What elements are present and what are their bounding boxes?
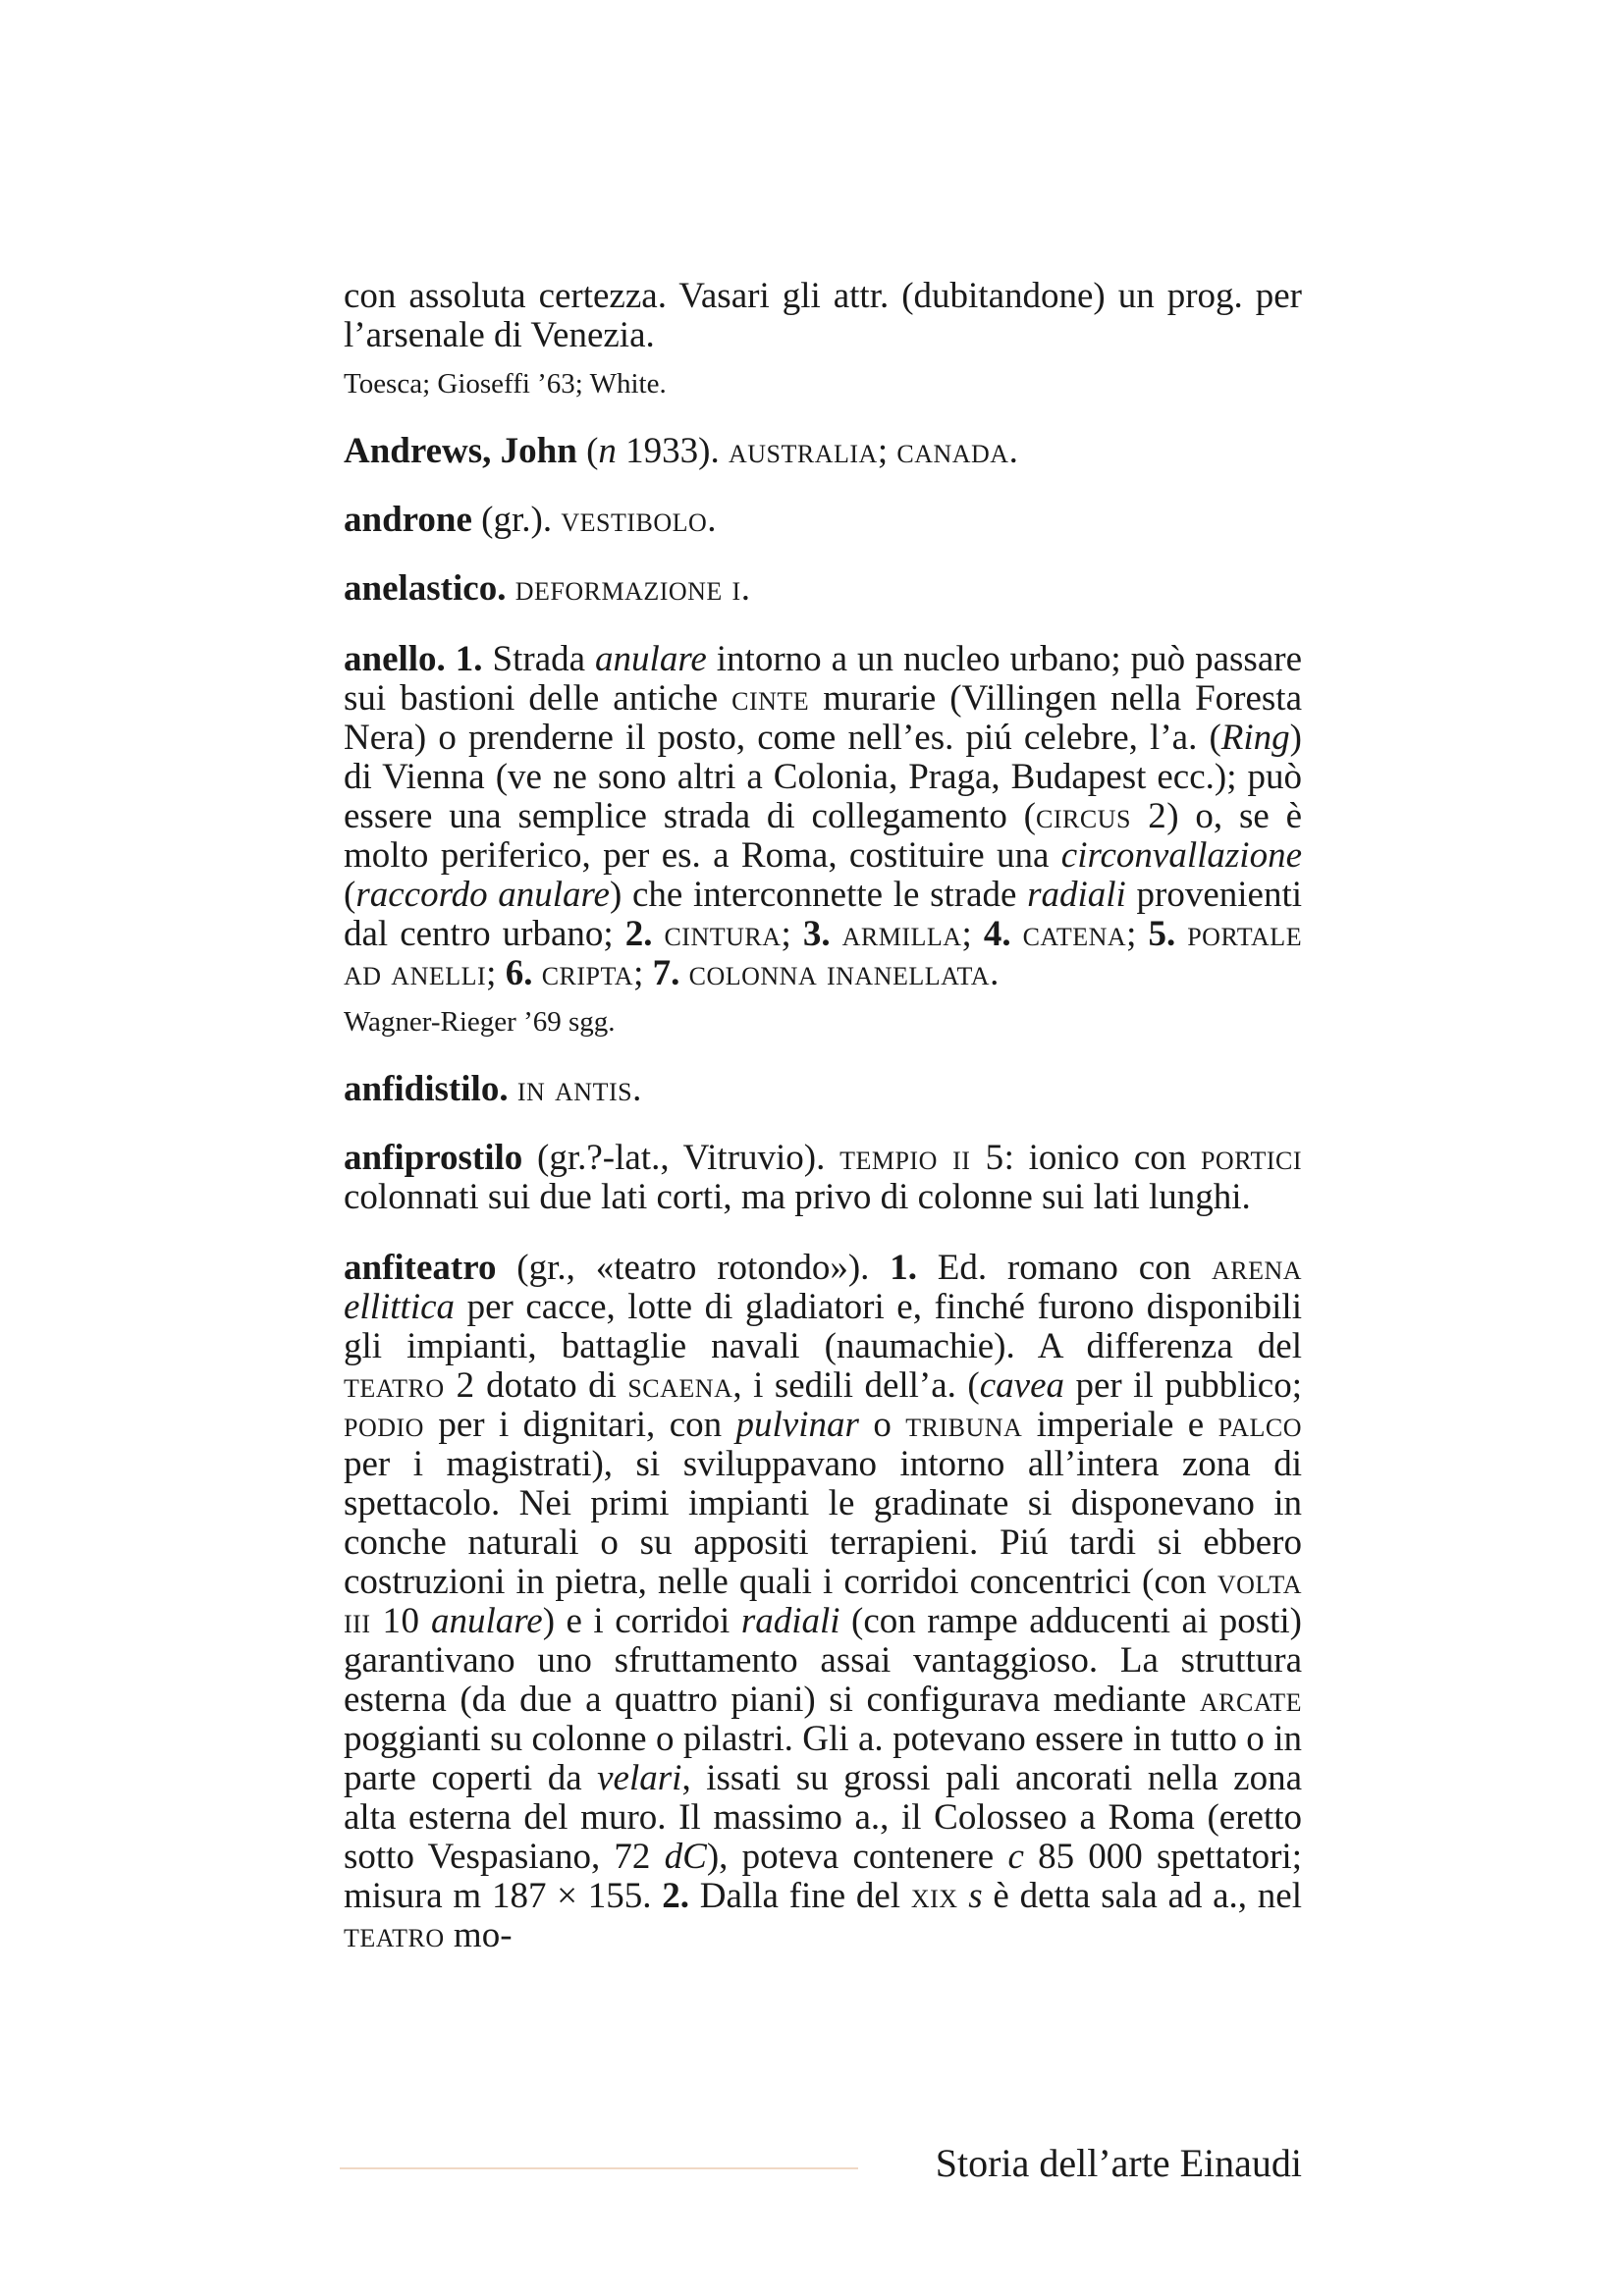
cross-reference: teatro 2: [344, 1365, 475, 1406]
lemma-anelastico: anelastico.: [344, 568, 507, 609]
entry-anfidistilo: [344, 1070, 1302, 1109]
cross-reference: in antis: [516, 1069, 633, 1109]
italic: n: [598, 431, 617, 471]
text: .: [740, 568, 750, 609]
footer-rule: [340, 2167, 858, 2169]
text: (gr.).: [471, 500, 562, 540]
text: [831, 914, 842, 954]
text: per cacce, lotte di gladiatori e, finché furono disponibili gli impianti, battaglie navali (naumachie). A differenza del: [344, 1287, 1302, 1366]
cross-reference: circus 2: [1035, 796, 1167, 836]
italic: velari: [597, 1758, 682, 1798]
cross-reference: arcate: [1199, 1680, 1302, 1720]
text: .: [990, 953, 1000, 993]
italic: s: [968, 1876, 983, 1916]
entry-androne: [344, 501, 1302, 540]
text: ) e i corridoi: [542, 1601, 741, 1641]
text: per il pubblico;: [1064, 1365, 1302, 1406]
text: ;: [961, 914, 984, 954]
cross-reference: australia: [728, 431, 878, 471]
text: .: [1008, 431, 1018, 471]
sense-number: 2.: [624, 914, 653, 954]
cross-reference: cinte: [731, 678, 810, 719]
text: Ed. romano con: [916, 1248, 1212, 1288]
text: (: [344, 875, 356, 915]
text: intorno a un nucleo urbano; può passare sui bastioni delle antiche: [344, 639, 1302, 719]
cross-reference: palco: [1217, 1405, 1302, 1445]
lemma-androne: androne: [344, 500, 472, 540]
cross-reference: portale ad anelli: [344, 914, 1303, 993]
cross-reference: vestibolo: [561, 500, 708, 540]
lemma-andrews: Andrews, John: [344, 431, 577, 471]
text: murarie (Villingen nella Foresta Nera) o prenderne il posto, come nell’es. piú celebre, l’a. (: [344, 678, 1302, 758]
text: [1175, 914, 1187, 954]
sense-number: 1.: [890, 1248, 917, 1288]
italic: cavea: [979, 1365, 1064, 1406]
text: Strada: [482, 639, 596, 679]
text: (gr.?-lat., Vitruvio).: [522, 1138, 840, 1178]
italic: Ring: [1220, 718, 1290, 758]
entry-anfiprostilo: [344, 1139, 1302, 1217]
cross-reference: tribuna: [905, 1405, 1023, 1445]
text: [419, 1601, 431, 1641]
sense-number: 5.: [1148, 914, 1176, 954]
text: poggianti su colonne o pilastri. Gli a. potevano essere in tutto o in parte coperti da: [344, 1719, 1302, 1798]
cross-reference: portici: [1200, 1138, 1303, 1178]
text: : ionico con: [1003, 1138, 1201, 1178]
text: .: [632, 1069, 642, 1109]
entry-continuation: [344, 277, 1302, 400]
cross-reference: volta iii 10: [344, 1562, 1302, 1641]
text: per i magistrati), si sviluppavano intorno all’intera zona di spettacolo. Nei primi impianti le gradinate si disponevano in conche naturali o su appositi terrapieni. Piú tardi si ebbero costruzioni in pietra, nelle quali i corridoi concentrici (con: [344, 1444, 1302, 1602]
text: ;: [877, 431, 897, 471]
sense-number: 7.: [652, 953, 680, 993]
text: (: [576, 431, 599, 471]
text: ) di Vienna (ve ne sono altri a Colonia, Praga, Budapest ecc.); può essere una semplice strada di collegamento (: [344, 718, 1302, 836]
sense-number: 3.: [802, 914, 831, 954]
italic: radiali: [1027, 875, 1126, 915]
lemma-anello: anello.: [344, 639, 446, 679]
sense-number: 4.: [983, 914, 1011, 954]
continuation-references: Toesca; Gioseffi ’63; White.: [344, 368, 667, 400]
lemma-anfiteatro: anfiteatro: [344, 1248, 497, 1288]
text: ), poteva contenere: [706, 1837, 1008, 1877]
text: ) che interconnette le strade: [609, 875, 1028, 915]
text: imperiale e: [1022, 1405, 1218, 1445]
text: [679, 953, 688, 993]
text: 1933).: [616, 431, 729, 471]
text: (con rampe adducenti ai posti) garantivano uno sfruttamento assai vantaggioso. La struttura esterna (da due a quattro piani) si configurava mediante: [344, 1601, 1303, 1720]
cross-reference: cripta: [541, 953, 634, 993]
cross-reference: scaena: [627, 1365, 733, 1406]
cross-reference: catena: [1022, 914, 1127, 954]
footer-title: Storia dell’arte Einaudi: [935, 2141, 1302, 2185]
cross-reference: armilla: [841, 914, 962, 954]
cross-reference: tempio ii 5: [839, 1138, 1004, 1178]
text: (gr., «teatro rotondo»).: [496, 1248, 891, 1288]
text: [958, 1876, 969, 1916]
italic: radiali: [740, 1601, 840, 1641]
italic: pulvinar: [735, 1405, 859, 1445]
text: ;: [486, 953, 506, 993]
text: [506, 568, 514, 609]
text: o: [858, 1405, 906, 1445]
text: [509, 1069, 517, 1109]
italic: dC: [664, 1837, 707, 1877]
italic: circonvallazione: [1060, 835, 1302, 876]
text: Dalla fine del: [689, 1876, 911, 1916]
sense-number: 2.: [662, 1876, 690, 1916]
anello-references: Wagner-Rieger ’69 sgg.: [344, 1006, 616, 1038]
cross-reference: cintura: [664, 914, 782, 954]
entry-anfiteatro: [344, 1249, 1302, 1955]
sense-number: 1.: [445, 639, 483, 679]
cross-reference: colonna inanellata: [688, 953, 991, 993]
text: provenienti dal centro urbano;: [344, 875, 1303, 954]
text: per i dignitari, con: [423, 1405, 736, 1445]
text: ;: [781, 914, 803, 954]
text: [652, 914, 664, 954]
text: è detta sala ad a., nel: [982, 1876, 1302, 1916]
entry-anelastico: [344, 569, 1302, 609]
italic: c: [1007, 1837, 1024, 1877]
text: 85 000 spettatori; misura m 187 × 155.: [344, 1837, 1302, 1916]
text-column: [344, 277, 1302, 1955]
italic: anulare: [430, 1601, 543, 1641]
italic: anulare: [595, 639, 707, 679]
entry-andrews: [344, 432, 1302, 471]
lemma-anfidistilo: anfidistilo.: [344, 1069, 509, 1109]
continuation-text: con assoluta certezza. Vasari gli attr. (dubitandone) un prog. per l’arsenale di Venezia.: [344, 276, 1302, 355]
cross-reference: xix: [910, 1876, 958, 1916]
text: colonnati sui due lati corti, ma privo di colonne sui lati lunghi.: [344, 1177, 1251, 1217]
cross-reference: arena: [1211, 1248, 1303, 1288]
text: , issati su grossi pali ancorati nella zona alta esterna del muro. Il massimo a., il Colosseo a Roma (eretto sotto Vespasiano, 72: [344, 1758, 1302, 1877]
page-footer: [340, 2140, 1302, 2189]
entry-anello: [344, 640, 1302, 1039]
text: ;: [633, 953, 653, 993]
text: , i sedili dell’a. (: [732, 1365, 980, 1406]
sense-number: 6.: [505, 953, 533, 993]
text: [532, 953, 541, 993]
cross-reference: canada: [896, 431, 1009, 471]
text: ) o, se è molto periferico, per es. a Roma, costituire una: [344, 796, 1303, 876]
lemma-anfiprostilo: anfiprostilo: [344, 1138, 523, 1178]
cross-reference: podio: [344, 1405, 424, 1445]
text: [1011, 914, 1023, 954]
text: .: [707, 500, 717, 540]
cross-reference: deformazione i: [514, 568, 741, 609]
text: mo-: [444, 1915, 513, 1955]
text: ;: [1126, 914, 1149, 954]
cross-reference: teatro: [344, 1915, 445, 1955]
italic: ellittica: [344, 1287, 456, 1327]
italic: raccordo anulare: [355, 875, 610, 915]
text: dotato di: [474, 1365, 628, 1406]
